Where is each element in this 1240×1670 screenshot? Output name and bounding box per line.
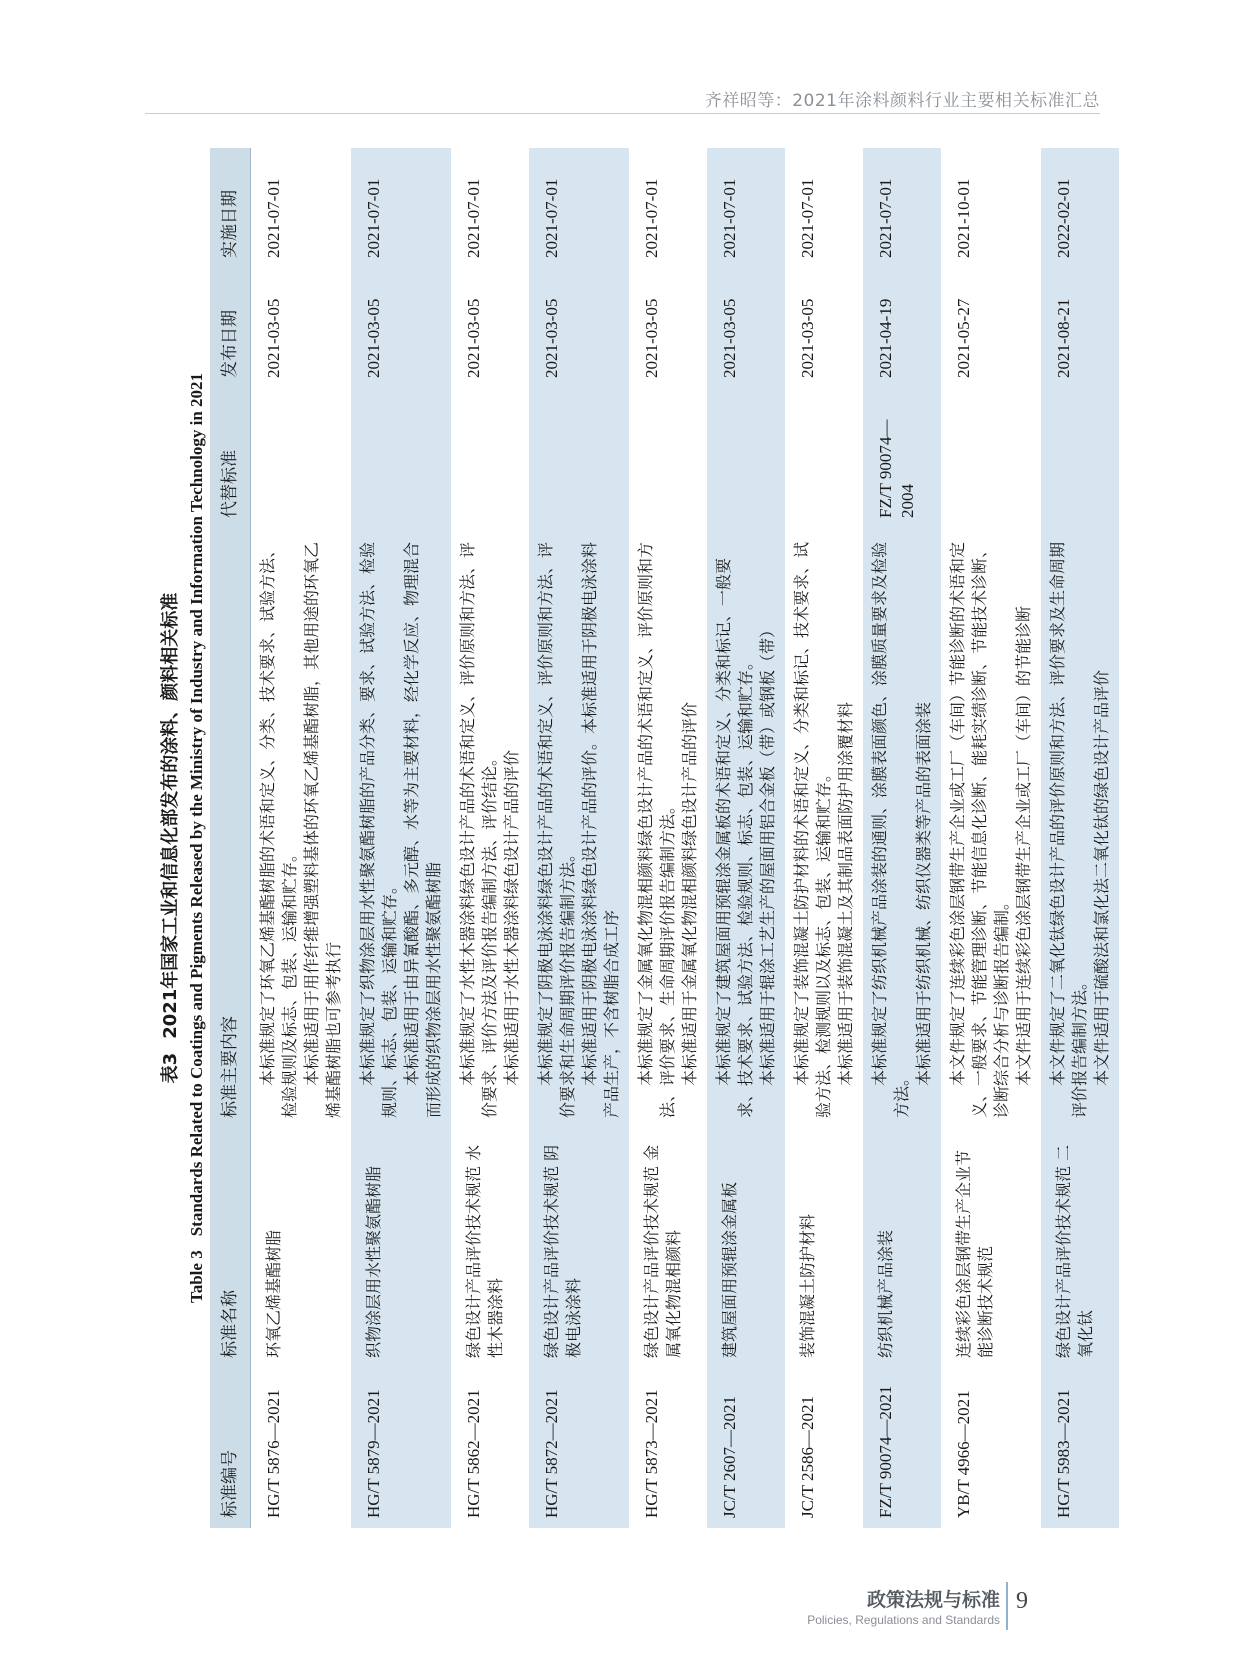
header-published: 发布日期 [210, 268, 250, 388]
cell-code: HG/T 5862—2021 [463, 1389, 483, 1518]
content-para: 本标准适用于水性木器涂料绿色设计产品的评价 [501, 749, 521, 1086]
cell-code: HG/T 5879—2021 [351, 1368, 451, 1528]
footer-divider [1006, 1582, 1008, 1630]
cell-content [250, 528, 351, 1128]
rotated-table-region [158, 148, 1111, 1528]
table-row [250, 148, 351, 1528]
cell-replaced [941, 388, 1041, 528]
cell-replaced [451, 388, 529, 528]
cell-published: 2021-03-05 [797, 298, 817, 378]
content-para: 本标准适用于用作纤维增强塑料基体的环氧乙烯基酯树脂，其他用途的环氧乙烯基酯树脂也可参考执行 [301, 541, 343, 1118]
cell-effective: 2021-07-01 [797, 178, 817, 258]
cell-published: 2021-03-05 [463, 298, 483, 378]
cell-content [863, 528, 941, 1128]
cell-code: YB/T 4966—2021 [953, 1390, 973, 1518]
cell-published: 2021-03-05 [529, 268, 629, 388]
header-name: 标准名称 [210, 1128, 250, 1368]
table-row [863, 148, 941, 1528]
cell-name: 绿色设计产品评价技术规范 阴极电泳涂料 [529, 1128, 629, 1368]
cell-code: HG/T 5876—2021 [263, 1389, 283, 1518]
table-row [707, 148, 785, 1528]
page-number: 9 [1016, 1588, 1028, 1614]
content-para: 本标准适用于金属氧化物混相颜料绿色设计产品的评价 [679, 701, 699, 1086]
cell-code: HG/T 5873—2021 [641, 1389, 661, 1518]
header-code: 标准编号 [210, 1368, 250, 1528]
cell-effective: 2021-07-01 [529, 148, 629, 268]
content-para: 本标准规定了纺织机械产品涂装的通则、涂膜表面颜色、涂膜质量要求及检验方法。 [869, 541, 911, 1118]
running-head: 齐祥昭等：2021年涂料颜料行业主要相关标准汇总 [704, 91, 1100, 111]
cell-name: 装饰混凝土防护材料 [797, 1213, 817, 1358]
cell-name: 绿色设计产品评价技术规范 金属氧化物混相颜料 [641, 1144, 683, 1358]
table-caption-en [184, 148, 210, 1528]
content-para: 本标准规定了阴极电泳涂料绿色设计产品的术语和定义、评价原则和方法、评价要求和生命周期评价报告编制方法。 [535, 541, 577, 1118]
cell-name: 绿色设计产品评价技术规范 水性木器涂料 [463, 1144, 505, 1358]
header-rule [145, 113, 1100, 114]
cell-published: 2021-03-05 [351, 268, 451, 388]
table-row [1041, 148, 1119, 1528]
cell-published: 2021-05-27 [953, 298, 973, 378]
cell-name: 环氧乙烯基酯树脂 [263, 1229, 283, 1358]
table-row [785, 148, 863, 1528]
cell-name: 绿色设计产品评价技术规范 二氧化钛 [1041, 1128, 1119, 1368]
cell-replaced [707, 388, 785, 528]
content-para: 本标准适用于纺织机械、纺织仪器类等产品的表面涂装 [913, 701, 933, 1086]
content-para: 本文件规定了连续彩色涂层钢带生产企业或工厂（车间）节能诊断的术语和定义、一般要求、节能管理诊断、节能信息化诊断、能耗实绩诊断、节能技术诊断、诊断综合分析与诊断报告编制。 [947, 541, 1011, 1118]
content-para: 本文件适用于硫酸法和氯化法二氧化钛的绿色设计产品评价 [1091, 669, 1111, 1086]
cell-replaced [785, 388, 863, 528]
table-header-row [210, 148, 250, 1528]
content-para: 本标准规定了建筑屋面用预辊涂金属板的术语和定义、分类和标记、一般要求、技术要求、试验方法、检验规则、标志、包装、运输和贮存。 [713, 557, 755, 1118]
cell-effective: 2021-07-01 [263, 178, 283, 258]
cell-content [351, 528, 451, 1128]
footer-section-subtitle: Policies, Regulations and Standards [807, 1613, 1000, 1627]
cell-effective: 2021-10-01 [953, 178, 973, 258]
content-para: 本标准规定了装饰混凝土防护材料的术语和定义、分类和标记、技术要求、试验方法、检测规则以及标志、包装、运输和贮存。 [791, 541, 833, 1118]
cell-code: JC/T 2586—2021 [797, 1395, 817, 1518]
content-para: 本标准适用于装饰混凝土及其制品表面防护用涂覆材料 [835, 701, 855, 1086]
content-para: 本标准规定了织物涂层用水性聚氨酯树脂的产品分类、要求、试验方法、检验规则、标志、包装、运输和贮存。 [357, 541, 399, 1118]
cell-content [785, 528, 863, 1128]
caption-en-title: Standards Related to Coatings and Pigments Released by the Ministry of Industry and Information Technology in 2021 [187, 372, 206, 1237]
content-para: 本标准规定了水性木器涂料绿色设计产品的术语和定义、评价原则和方法、评价要求、评价方法及评价报告编制方法、评价结论。 [457, 541, 499, 1118]
footer-section-title: 政策法规与标准 [866, 1589, 1000, 1611]
cell-replaced [629, 388, 707, 528]
cell-replaced [529, 388, 629, 528]
content-para: 本文件适用于连续彩色涂层钢带生产企业或工厂（车间）的节能诊断 [1013, 605, 1033, 1086]
cell-effective: 2021-07-01 [351, 148, 451, 268]
cell-code: HG/T 5872—2021 [529, 1368, 629, 1528]
table-row [451, 148, 529, 1528]
cell-content [529, 528, 629, 1128]
header-replaced: 代替标准 [210, 388, 250, 528]
cell-content [707, 528, 785, 1128]
cell-code: HG/T 5983—2021 [1041, 1368, 1119, 1528]
content-para: 本文件规定了二氧化钛绿色设计产品的评价原则和方法、评价要求及生命周期评价报告编制方法。 [1047, 541, 1089, 1118]
cell-code: JC/T 2607—2021 [707, 1368, 785, 1528]
cell-published: 2021-08-21 [1041, 268, 1119, 388]
table-caption-cn [158, 148, 184, 1528]
caption-cn-title: 2021年国家工业和信息化部发布的涂料、颜料相关标准 [160, 592, 181, 1039]
content-para: 本标准适用于辊涂工艺生产的屋面用铝合金板（带）或钢板（带） [757, 621, 777, 1086]
cell-replaced [250, 388, 351, 528]
header-content: 标准主要内容 [210, 528, 250, 1128]
cell-effective: 2021-07-01 [463, 178, 483, 258]
table-row [629, 148, 707, 1528]
cell-replaced [1041, 388, 1119, 528]
table-row [529, 148, 629, 1528]
cell-name: 纺织机械产品涂装 [863, 1128, 941, 1368]
cell-effective: 2021-07-01 [641, 178, 661, 258]
content-para: 本标准规定了金属氧化物混相颜料绿色设计产品的术语和定义、评价原则和方法、评价要求、生命周期评价报告编制方法。 [635, 541, 677, 1118]
cell-effective: 2021-07-01 [707, 148, 785, 268]
cell-content [941, 528, 1041, 1128]
caption-en-label: Table 3 [187, 1250, 206, 1304]
cell-published: 2021-03-05 [641, 298, 661, 378]
table-row [351, 148, 451, 1528]
cell-name: 织物涂层用水性聚氨酯树脂 [351, 1128, 451, 1368]
header-effective: 实施日期 [210, 148, 250, 268]
cell-published: 2021-03-05 [707, 268, 785, 388]
cell-content [451, 528, 529, 1128]
content-para: 本标准适用于由异氰酸酯、多元醇、水等为主要材料，经化学反应、物理混合而形成的织物涂层用水性聚氨酯树脂 [401, 541, 443, 1118]
caption-cn-label: 表3 [160, 1052, 181, 1084]
standards-table [210, 148, 1119, 1528]
table-row [941, 148, 1041, 1528]
cell-name: 建筑屋面用预辊涂金属板 [707, 1128, 785, 1368]
cell-published: 2021-04-19 [863, 268, 941, 388]
cell-effective: 2021-07-01 [863, 148, 941, 268]
content-para: 本标准规定了环氧乙烯基酯树脂的术语和定义、分类、技术要求、试验方法、检验规则及标志、包装、运输和贮存。 [257, 541, 299, 1118]
content-para: 本标准适用于阴极电泳涂料绿色设计产品的评价。本标准适用于阴极电泳涂料产品生产，不含树脂合成工序 [579, 541, 621, 1118]
cell-content [1041, 528, 1119, 1128]
cell-name: 连续彩色涂层钢带生产企业节能诊断技术规范 [953, 1149, 995, 1358]
cell-replaced [351, 388, 451, 528]
cell-effective: 2022-02-01 [1041, 148, 1119, 268]
cell-content [629, 528, 707, 1128]
cell-replaced: FZ/T 90074—2004 [863, 388, 941, 528]
cell-published: 2021-03-05 [263, 298, 283, 378]
cell-code: FZ/T 90074—2021 [863, 1368, 941, 1528]
